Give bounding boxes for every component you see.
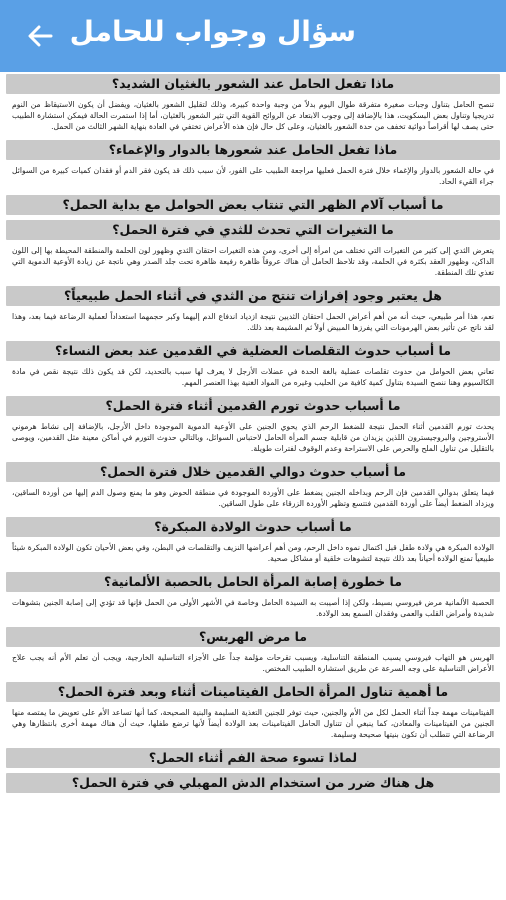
question-header[interactable]: ما مرض الهربس؟ xyxy=(6,627,500,647)
qa-list[interactable] xyxy=(0,72,506,900)
spacer xyxy=(0,793,506,796)
question-header[interactable]: ما التغيرات التي تحدث للثدي في فترة الحمل؟ xyxy=(6,220,500,240)
back-button[interactable] xyxy=(22,18,58,54)
answer-text: تنصح الحامل بتناول وجبات صغيرة متفرقة طوال اليوم بدلاً من وجبة واحدة كبيرة، وذلك لتقليل الشعور بالغثيان، ويفضل أن يكون الاستيقاظ من النوم تدريجيا وتناول بعض البسكويت، هذا بالإضافة إلى وجوب الابتعاد عن الروائح القوية التي تثير الشعور بالغثيان، أما إذا استمرت الحالة فيمكن استشارة الطبيب حتى يصف لها أقراصاً دوائية تخفف من حدة الشعور بالغثيان، وعلى كل حال فإن هذه الأعراض تختفي في العادة بنهاية الشهر الثالث من الحمل. xyxy=(12,100,494,131)
question-header[interactable]: لماذا تسوء صحة الفم أثناء الحمل؟ xyxy=(6,748,500,768)
answer-text: الحصبة الألمانية مرض فيروسي بسيط، ولكن إذا أصيبت به السيدة الحامل وخاصة في الأشهر الأولى من الحمل فإنها قد تؤدي إلى إصابة الجنين بتشوهات شديدة وأمراض القلب والعمى وفقدان السمع بعد الولادة. xyxy=(12,598,494,618)
answer-text: يتعرض الثدي إلى كثير من التغيرات التي تختلف من امرأة إلى أخرى، ومن هذه التغيرات احتقان الثدي وظهور لون الحلمة والمنطقة المحيطة بها إلى اللون الداكن، وظهور العقد بكثرة في الحلمة، وقد تلاحظ الحامل أن هناك عروقاً ظاهرة رفيعة ظاهرة تحت جلد الصدر وهي ناتجة عن زيادة الأوعية الدموية التي تغذي تلك المنطقة. xyxy=(12,246,494,277)
question-header[interactable]: ما أسباب آلام الظهر التي تنتاب بعض الحوامل مع بداية الحمل؟ xyxy=(6,195,500,215)
answer-text: الفيتامينات مهمة جداً أثناء الحمل لكل من الأم والجنين، حيث توفر للجنين التغذية السليمة والبنية الصحيحة، كما أنها تساعد الأم على تعويض ما يمتصه منها الجنين من الفيتامينات والمعادن، كما ينبغي أن تتناول الحامل الفيتامينات بعد الولادة أيضاً لأنها ترضع طفلها، حيث أن هناك مهمة أخرى بانتظارها وهي الرضاعة التي تتطلب أن تكون بنيتها صحيحة وسليمة. xyxy=(12,708,494,739)
answer-text: الولادة المبكرة هي ولادة طفل قبل اكتمال نموه داخل الرحم، ومن أهم أعراضها النزيف والتقلصات في البطن، وفي بعض الأحيان تكون الولادة المبكرة شيئاً طبيعياً تمنع الولادة أحياناً بعد ذلك نتيجة لتشوهات خلقية أو مشاكل صحية. xyxy=(12,543,494,563)
question-header[interactable]: ماذا تفعل الحامل عند شعورها بالدوار والإغماء؟ xyxy=(6,140,500,160)
answer-text: تعاني بعض الحوامل من حدوث تقلصات عضلية بالغة الحدة في عضلات الأرجل لا يعرف لها سبب بالتحديد، لكن قد يكون ذلك نتيجة نقص في مادة الكالسيوم وهنا ننصح السيدة بتناول كمية كافية من الحليب وغيره من المواد الغنية بهذا العنصر المهم. xyxy=(12,367,494,387)
answer-text: فيما يتعلق بدوالي القدمين فإن الرحم وبداخله الجنين يضغط على الأوردة الموجودة في منطقة الحوض وهو ما يمنع وصول الدم إليها من أوردة الساقين، ويزداد الضغط أيضاً على أوردة القدمين فتتسع وتظهر الأوردة الزرقاء على طول الساقين. xyxy=(12,488,494,508)
app-bar xyxy=(0,0,506,72)
question-header[interactable]: ما أسباب حدوث التقلصات العضلية في القدمين عند بعض النساء؟ xyxy=(6,341,500,361)
question-header[interactable]: ما أسباب حدوث الولادة المبكرة؟ xyxy=(6,517,500,537)
arrow-left-icon xyxy=(27,25,53,47)
answer-text: الهربس هو التهاب فيروسي يسبب المنطقة التناسلية، ويسبب تقرحات مؤلمة جداً على الأجزاء التناسلية الخارجية، ويجب أن تعلم الأم أنه يجب علاج الأعراض التناسلية على وجه السرعة عن طريق استشارة الطبيب المختص. xyxy=(12,653,494,673)
question-header[interactable]: ما خطورة إصابة المرأة الحامل بالحصبة الألمانية؟ xyxy=(6,572,500,592)
question-header[interactable]: ما أسباب حدوث دوالي القدمين خلال فترة الحمل؟ xyxy=(6,462,500,482)
question-header[interactable]: ما أهمية تناول المرأة الحامل الفيتامينات أثناء وبعد فترة الحمل؟ xyxy=(6,682,500,702)
spacer xyxy=(0,215,506,218)
answer-text: نعم، هذا أمر طبيعي، حيث أنه من أهم أعراض الحمل احتقان الثديين نتيجة ازدياد اندفاع الدم إليهما وكبر حجمهما استعداداً لعملية الرضاعة فيما بعد، وهذا لقد ناتج عن تأثير بعض الهرمونات التي يفرزها المبيض أولاً ثم المشيمة بعد ذلك. xyxy=(12,312,494,332)
answer-text: في حالة الشعور بالدوار والإغماء خلال فترة الحمل فعليها مراجعة الطبيب على الفور، لأن سبب ذلك قد يكون فقر الدم أو فقدان كميات كبيرة من السوائل جراء القيء الحاد. xyxy=(12,166,494,186)
spacer xyxy=(0,768,506,771)
question-header[interactable]: هل يعتبر وجود إفرازات تنتج من الثدي في أثناء الحمل طبيعياً؟ xyxy=(6,286,500,306)
question-header[interactable]: ماذا تفعل الحامل عند الشعور بالغثيان الشديد؟ xyxy=(6,74,500,94)
question-header[interactable]: هل هناك ضرر من استخدام الدش المهبلي في فترة الحمل؟ xyxy=(6,773,500,793)
page-title: سؤال وجواب للحامل xyxy=(69,15,356,48)
answer-text: يحدث تورم القدمين أثناء الحمل نتيجة للضغط الرحم الذي يحوي الجنين على الأوعية الدموية الموجودة داخل الأرجل، بالإضافة إلى نشاط هرموني الأستروجين والبروجيسترون اللذين يزيدان من قابلية جسم المرأة الحامل لاحتباس السوائل، وبالتالي حدوث التورم في أماكن معينة مثل القدمين، ويوصى بالتقليل من تناول الملح والحرص على الاستراحة وعدم الوقوف لفترات طويلة. xyxy=(12,422,494,453)
question-header[interactable]: ما أسباب حدوث تورم القدمين أثناء فترة الحمل؟ xyxy=(6,396,500,416)
